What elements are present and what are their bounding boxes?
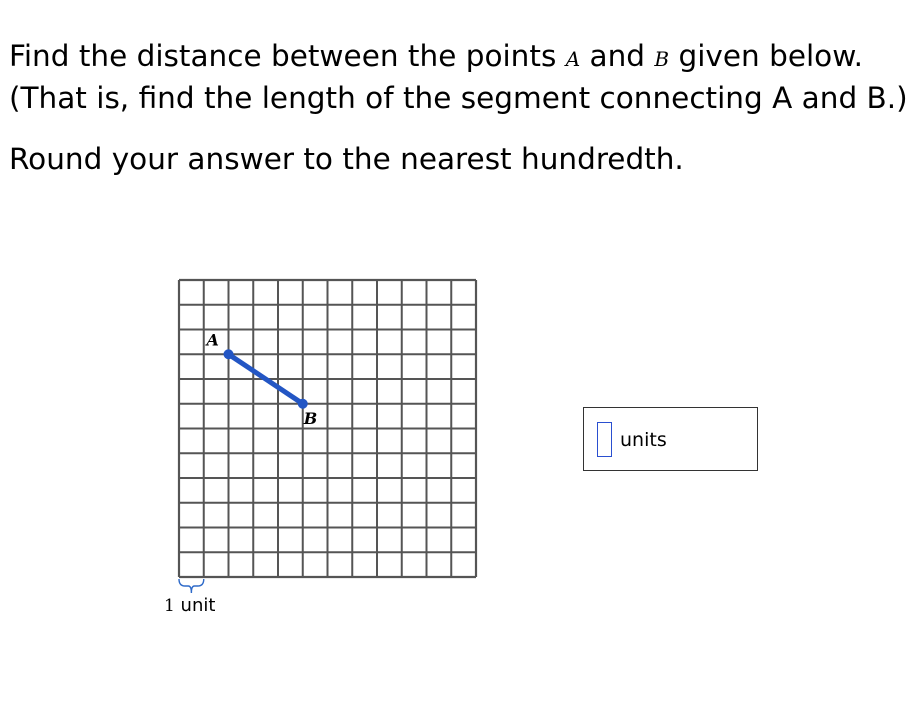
unit-label-word: unit — [174, 595, 216, 616]
point-b-dot — [298, 399, 308, 409]
question-text-end: given below. — [669, 39, 864, 73]
point-b-variable: B — [654, 47, 670, 71]
question-line-1 — [9, 39, 864, 73]
answer-units-label: units — [620, 429, 667, 451]
unit-label — [164, 597, 215, 615]
coordinate-grid — [150, 270, 510, 630]
unit-brace-layer — [179, 579, 204, 593]
question-text-start: Find the distance between the points — [9, 39, 566, 73]
grid-lines — [179, 280, 476, 577]
point-a-variable: A — [565, 47, 581, 71]
point-a-dot — [224, 349, 234, 359]
answer-input[interactable] — [597, 422, 612, 457]
point-a-label: A — [206, 330, 219, 350]
unit-brace — [179, 579, 204, 593]
question-line-2: (That is, find the length of the segment connecting A and B.) — [9, 81, 908, 115]
answer-box — [583, 407, 758, 471]
point-b-label: B — [303, 408, 318, 428]
unit-label-number: 1 — [164, 596, 175, 616]
question-text-and: and — [580, 39, 655, 73]
question-line-3: Round your answer to the nearest hundredth. — [9, 142, 684, 176]
